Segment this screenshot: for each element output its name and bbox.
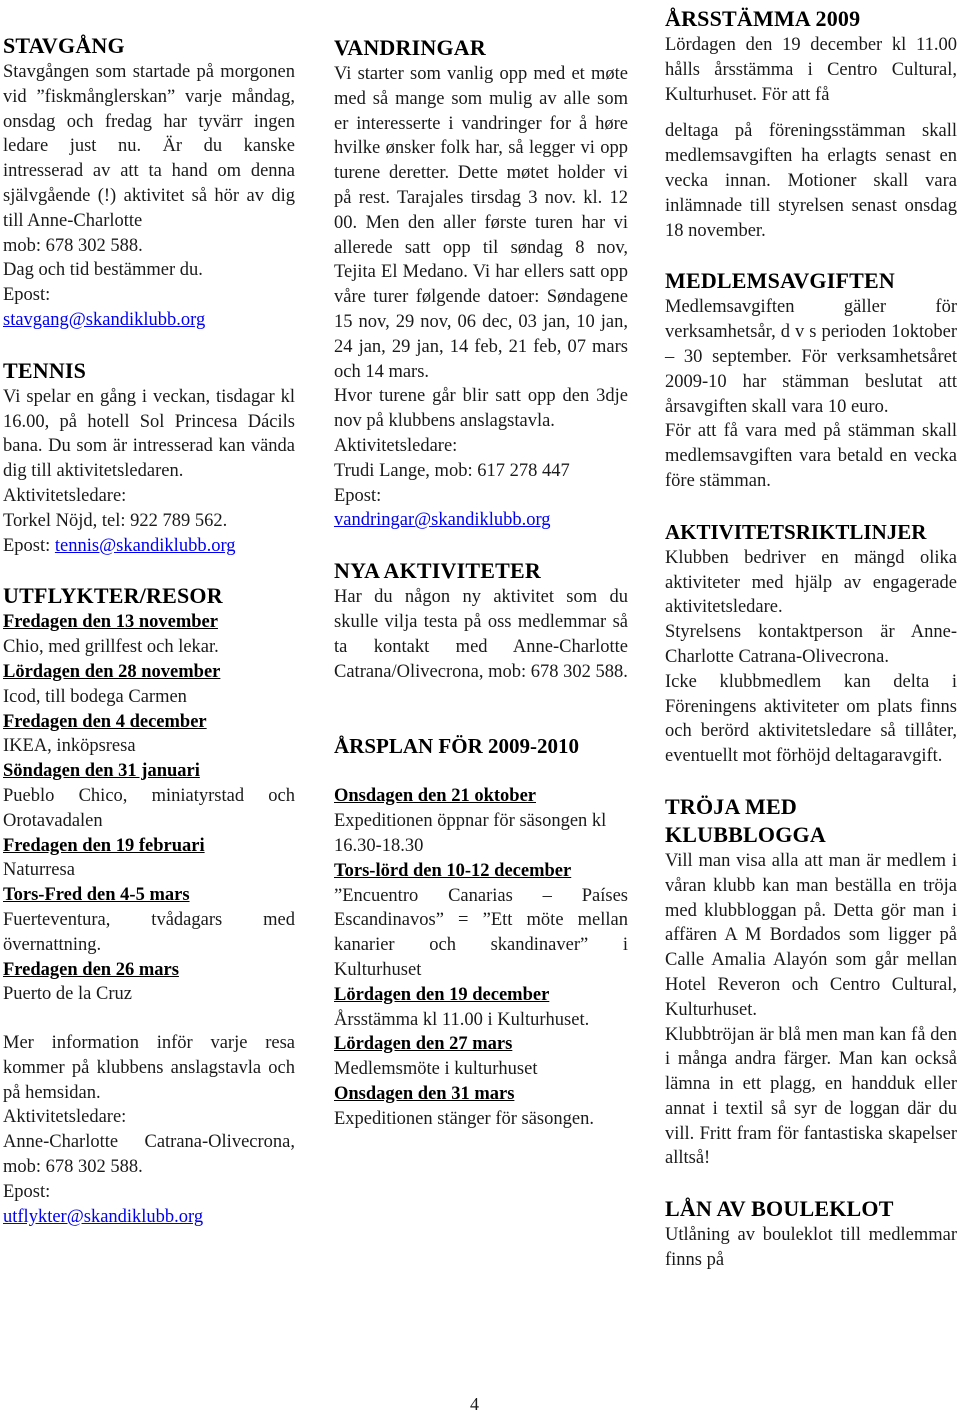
utflykter-email-link[interactable]: utflykter@skandiklubb.org — [3, 1206, 204, 1227]
section-vandringar — [334, 34, 628, 533]
spacer — [3, 558, 295, 582]
stavgang-email-link[interactable]: stavgang@skandiklubb.org — [3, 309, 206, 330]
event-desc: Chio, med grillfest och lekar. — [3, 637, 219, 658]
spacer — [3, 333, 295, 357]
section-arsplan — [334, 732, 628, 1131]
tennis-leader: Torkel Nöjd, tel: 922 789 562. — [3, 510, 228, 531]
section-riktlinjer — [665, 518, 957, 769]
riktlinjer-body: Klubben bedriver en mängd olika aktiviteter med hjälp av engagerade aktivitetsledare. — [665, 547, 957, 618]
event-desc: Icod, till bodega Carmen — [3, 686, 187, 707]
heading-boule: LÅN AV BOULEKLOT — [665, 1196, 894, 1222]
arsstamma-body-2: deltaga på föreningsstämman skall medlemsavgiften ha erlagts senast en vecka innan. Motioner skall vara inlämnade till styrelsen senast onsdag 18 november. — [665, 121, 957, 241]
tennis-epost-label: Epost: — [3, 535, 51, 556]
tennis-body: Vi spelar en gång i veckan, tisdagar kl 16.00, på hotell Sol Princesa Dácils bana. Du som är intresserad kan vända dig till aktivitetsledaren. — [3, 386, 295, 482]
spacer — [334, 533, 628, 557]
spacer — [665, 243, 957, 267]
stavgang-day: Dag och tid bestämmer du. — [3, 260, 203, 281]
event-desc: Medlemsmöte i kulturhuset — [334, 1059, 538, 1080]
nya-body: Har du någon ny aktivitet som du skulle vilja testa på oss medlemmar så ta kontakt med Anne-Charlotte Catrana/Olivecrona, mob: 678 302 588. — [334, 587, 628, 682]
spacer — [665, 107, 957, 119]
heading-stavgang: STAVGÅNG — [3, 33, 125, 58]
heading-arsplan: ÅRSPLAN FÖR 2009-2010 — [334, 734, 579, 759]
vandringar-body-2: Hvor turene går blir satt opp den 3dje nov på klubbens anslagstavla. — [334, 386, 628, 432]
spacer — [334, 684, 628, 708]
spacer — [665, 1171, 957, 1195]
section-nya-aktiviteter — [334, 557, 628, 684]
heading-vandringar: VANDRINGAR — [334, 35, 486, 60]
riktlinjer-body-2: Styrelsens kontaktperson är Anne-Charlotte Catrana-Olivecrona. — [665, 622, 957, 667]
utflykter-leader-label: Aktivitetsledare: — [3, 1107, 127, 1128]
column-right — [665, 0, 957, 1273]
section-utflykter — [3, 582, 295, 1229]
utflykter-leader: Anne-Charlotte Catrana-Olivecrona, mob: 678 302 588. — [3, 1132, 295, 1178]
event-desc: Naturresa — [3, 860, 75, 881]
arsstamma-body: Lördagen den 19 december kl 11.00 hålls årsstämma i Centro Cultural, Kulturhuset. För att få — [665, 35, 957, 105]
medlemsavgiften-body: Medlemsavgiften gäller för verksamhetsår, d v s perioden 1oktober – 30 september. För verksamhetsåret 2009-10 har stämman beslutat att årsavgiften skall vara 10 euro. — [665, 297, 957, 417]
event-date: Lördagen den 27 mars — [334, 1034, 513, 1055]
event-date: Onsdagen den 21 oktober — [334, 786, 536, 807]
medlemsavgiften-body-2: För att få vara med på stämman skall medlemsavgiften vara betald en vecka före stämman. — [665, 421, 957, 491]
event-date: Fredagen den 26 mars — [3, 959, 179, 980]
heading-nya-aktiviteter: NYA AKTIVITETER — [334, 558, 541, 584]
event-desc: IKEA, inköpsresa — [3, 736, 136, 757]
event-desc: ”Encuentro Canarias – Países Escandinavos” = ”Ett möte mellan kanarier och skandinaver” i Kulturhuset — [334, 885, 628, 980]
event-date: Tors-Fred den 4-5 mars — [3, 885, 190, 906]
column-middle — [334, 0, 628, 1131]
event-date: Tors-lörd den 10-12 december — [334, 860, 572, 881]
heading-troja: TRÖJA MED KLUBBLOGGA — [665, 793, 826, 847]
event-date: Lördagen den 19 december — [334, 984, 550, 1005]
event-date: Fredagen den 13 november — [3, 612, 218, 633]
event-date: Fredagen den 19 februari — [3, 835, 205, 856]
vandringar-leader-label: Aktivitetsledare: — [334, 435, 458, 456]
event-date: Fredagen den 4 december — [3, 711, 207, 732]
vandringar-email-link[interactable]: vandringar@skandiklubb.org — [334, 510, 551, 531]
section-troja — [665, 793, 957, 1171]
section-stavgang — [3, 32, 295, 333]
event-date: Söndagen den 31 januari — [3, 761, 200, 782]
section-arsstamma — [665, 5, 957, 243]
boule-body: Utlåning av bouleklot till medlemmar finns på — [665, 1225, 957, 1271]
vandringar-body: Vi starter som vanlig opp med et møte med så mange som mulig av alle som er interesserte i vandringer for å høre hvilke ønsker folk har, så legger vi opp turene deretter. Dette møtet holder vi på rest. Tarajales tirsdag 3 nov. kl. 12 00. Men den aller første turen har vi allerede satt opp til søndag 8 nov, Tejita El Medano. Vi har ellers satt opp våre turer følgende datoer: Søndagene 15 nov, 29 nov, 06 dec, 03 jan, 10 jan, 24 jan, 29 jan, 14 feb, 21 feb, 07 mars och 14 mars. — [334, 64, 628, 382]
troja-body: Vill man visa alla att man är medlem i våran klubb kan man beställa en tröja med klubbloggan på. Detta gör man i affären A M Bordados som ligger på Calle Amalia Alayón som går mellan Hotel Reveron och Centro Cultural, Kulturhuset. — [665, 850, 957, 1020]
tennis-leader-label: Aktivitetsledare: — [3, 485, 127, 506]
utflykter-epost-label: Epost: — [3, 1181, 51, 1202]
troja-body-2: Klubbtröjan är blå men man kan få den i många andra färger. Man kan också lämna in ett plagg, en handduk eller annat i textil så syr de loggan där du vill. Fritt fram för fantastiska skapelser alltså! — [665, 1024, 957, 1169]
event-date: Lördagen den 28 november — [3, 661, 221, 682]
spacer — [665, 769, 957, 793]
heading-tennis: TENNIS — [3, 357, 87, 383]
heading-arsstamma: ÅRSSTÄMMA 2009 — [665, 6, 861, 31]
page-number: 4 — [470, 1394, 479, 1414]
section-medlemsavgiften — [665, 267, 957, 493]
event-desc: Expeditionen öppnar för säsongen kl 16.30-18.30 — [334, 811, 607, 856]
utflykter-event-list — [3, 610, 295, 1007]
tennis-email-link[interactable]: tennis@skandiklubb.org — [54, 535, 236, 556]
riktlinjer-body-3: Icke klubbmedlem kan delta i Föreningens aktiviteter om plats finns och berörd aktivitetsledare så tillåter, eventuellt mot förhöjd deltagaravgift. — [665, 671, 957, 767]
stavgang-mob: mob: 678 302 588. — [3, 235, 143, 256]
spacer — [334, 708, 628, 732]
spacer — [334, 760, 628, 784]
event-desc: Pueblo Chico, miniatyrstad och Orotavadalen — [3, 785, 295, 831]
event-desc: Expeditionen stänger för säsongen. — [334, 1108, 594, 1129]
section-tennis — [3, 357, 295, 559]
event-desc: Fuerteventura, tvådagars med övernattning. — [3, 909, 295, 955]
utflykter-info: Mer information inför varje resa kommer på klubbens anslagstavla och på hemsidan. — [3, 1033, 295, 1103]
spacer — [665, 494, 957, 518]
heading-medlemsavgiften: MEDLEMSAVGIFTEN — [665, 268, 895, 294]
heading-utflykter: UTFLYKTER/RESOR — [3, 583, 223, 609]
vandringar-leader: Trudi Lange, mob: 617 278 447 — [334, 460, 570, 481]
vandringar-epost-label: Epost: — [334, 485, 382, 506]
heading-riktlinjer: AKTIVITETSRIKTLINJER — [665, 519, 927, 544]
stavgang-epost-label: Epost: — [3, 285, 51, 306]
arsplan-event-list — [334, 784, 628, 1131]
event-desc: Puerto de la Cruz — [3, 984, 132, 1005]
stavgang-body: Stavgången som startade på morgonen vid ”fiskmånglerskan” varje måndag, onsdag och fredag har tyvärr ingen ledare just nu. Är du kanske intresserad av att ta hand om denna självgående (!) aktivitet så hör av dig till Anne-Charlotte — [3, 62, 295, 231]
event-desc: Årsstämma kl 11.00 i Kulturhuset. — [334, 1009, 590, 1030]
section-boule — [665, 1195, 957, 1273]
spacer — [3, 1007, 295, 1031]
column-left — [3, 0, 295, 1229]
event-date: Onsdagen den 31 mars — [334, 1083, 515, 1104]
